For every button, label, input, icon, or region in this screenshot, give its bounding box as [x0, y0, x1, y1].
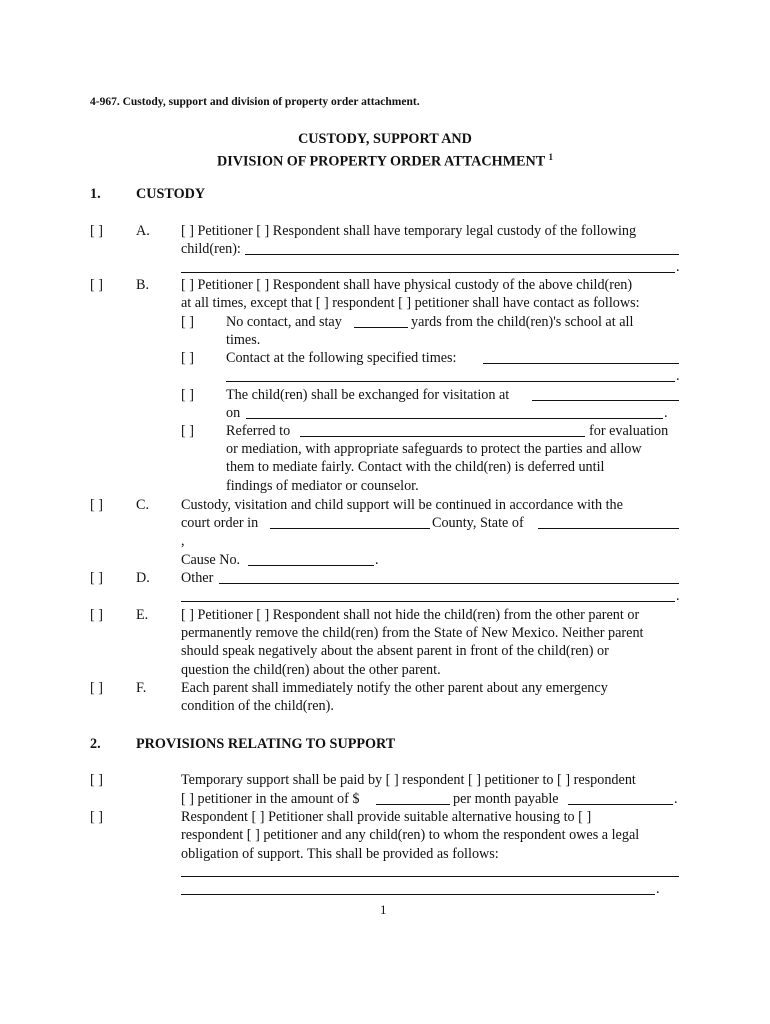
item-f-line2: condition of the child(ren).	[181, 698, 334, 714]
children-names-field-1[interactable]	[245, 254, 679, 255]
item-e-line1: [ ] Petitioner [ ] Respondent shall not hide the child(ren) from the other parent or	[181, 607, 640, 623]
item-a-end-period: .	[676, 259, 680, 275]
item-letter-b: B.	[136, 277, 150, 293]
referred-text-b: for evaluation	[589, 423, 669, 439]
item-letter-e: E.	[136, 607, 149, 623]
support-payable-field[interactable]	[568, 804, 673, 805]
item-a-line1: [ ] Petitioner [ ] Respondent shall have temporary legal custody of the following	[181, 223, 637, 239]
other-field-1[interactable]	[219, 583, 679, 584]
exchange-location-field[interactable]	[532, 400, 679, 401]
item-d-other-label: Other	[181, 570, 214, 586]
item-c-line2a: court order in	[181, 515, 259, 531]
item-c-cause-label: Cause No.	[181, 552, 241, 568]
checkbox-1b-no-contact[interactable]: [ ]	[181, 314, 194, 330]
referred-text-a: Referred to	[226, 423, 291, 439]
referred-to-field[interactable]	[300, 436, 585, 437]
section-2-heading: PROVISIONS RELATING TO SUPPORT	[136, 736, 396, 752]
item-f-line1: Each parent shall immediately notify the other parent about any emergency	[181, 680, 608, 696]
item-d-end-period: .	[676, 588, 680, 604]
item-e-line4: question the child(ren) about the other parent.	[181, 662, 441, 678]
checkbox-1c[interactable]: [ ]	[90, 497, 103, 513]
no-contact-text-c: times.	[226, 332, 261, 348]
referred-text-e: findings of mediator or counselor.	[226, 478, 419, 494]
section-1-heading: CUSTODY	[136, 186, 206, 202]
item-letter-c: C.	[136, 497, 150, 513]
referred-text-d: them to mediate fairly. Contact with the child(ren) is deferred until	[226, 459, 605, 475]
no-contact-text-a: No contact, and stay	[226, 314, 342, 330]
item-a-line2: child(ren):	[181, 241, 241, 257]
exchange-end-period: .	[664, 405, 668, 421]
housing-line2: respondent [ ] petitioner and any child(ren) to whom the respondent owes a legal	[181, 827, 640, 843]
support-end-period: .	[674, 791, 678, 807]
specified-times-field-2[interactable]	[226, 381, 675, 382]
specified-times-end-period: .	[676, 368, 680, 384]
item-b-line2: at all times, except that [ ] respondent [ ] petitioner shall have contact as follows:	[181, 295, 640, 311]
title-text: DIVISION OF PROPERTY ORDER ATTACHMENT	[217, 153, 545, 170]
no-contact-text-b: yards from the child(ren)'s school at all	[411, 314, 634, 330]
item-c-end-period: .	[375, 552, 379, 568]
page-title-line1: CUSTODY, SUPPORT AND	[298, 131, 472, 147]
housing-line3: obligation of support. This shall be provided as follows:	[181, 846, 499, 862]
support-line2a: [ ] petitioner in the amount of $	[181, 791, 360, 807]
item-letter-d: D.	[136, 570, 150, 586]
housing-provisions-field-1[interactable]	[181, 876, 679, 877]
checkbox-1b-specified-times[interactable]: [ ]	[181, 350, 194, 366]
support-line1: Temporary support shall be paid by [ ] respondent [ ] petitioner to [ ] respondent	[181, 772, 636, 788]
item-letter-a: A.	[136, 223, 150, 239]
exchange-time-field[interactable]	[246, 418, 663, 419]
title-footnote-marker: 1	[548, 152, 553, 162]
checkbox-1d[interactable]: [ ]	[90, 570, 103, 586]
children-names-field-2[interactable]	[181, 272, 675, 273]
checkbox-1e[interactable]: [ ]	[90, 607, 103, 623]
checkbox-2-support[interactable]: [ ]	[90, 772, 103, 788]
housing-provisions-field-2[interactable]	[181, 894, 655, 895]
court-order-county-field[interactable]	[270, 528, 430, 529]
section-1-number: 1.	[90, 186, 101, 202]
section-2-number: 2.	[90, 736, 101, 752]
support-amount-field[interactable]	[376, 804, 450, 805]
housing-line1: Respondent [ ] Petitioner shall provide suitable alternative housing to [ ]	[181, 809, 592, 825]
item-c-line1: Custody, visitation and child support will be continued in accordance with the	[181, 497, 623, 513]
item-e-line2: permanently remove the child(ren) from the State of New Mexico. Neither parent	[181, 625, 644, 641]
item-letter-f: F.	[136, 680, 147, 696]
item-b-line1: [ ] Petitioner [ ] Respondent shall have physical custody of the above child(ren)	[181, 277, 633, 293]
checkbox-1a[interactable]: [ ]	[90, 223, 103, 239]
referred-text-c: or mediation, with appropriate safeguards to protect the parties and allow	[226, 441, 642, 457]
item-c-comma: ,	[181, 533, 185, 549]
support-line2b: per month payable	[453, 791, 559, 807]
item-c-line2b: County, State of	[432, 515, 524, 531]
yards-field[interactable]	[354, 327, 408, 328]
court-order-state-field[interactable]	[538, 528, 679, 529]
checkbox-2-housing[interactable]: [ ]	[90, 809, 103, 825]
exchange-text-on: on	[226, 405, 241, 421]
checkbox-1b-referred[interactable]: [ ]	[181, 423, 194, 439]
housing-end-period: .	[656, 881, 660, 897]
item-e-line3: should speak negatively about the absent parent in front of the child(ren) or	[181, 643, 609, 659]
page-title-line2	[0, 148, 770, 171]
checkbox-1b[interactable]: [ ]	[90, 277, 103, 293]
exchange-text-a: The child(ren) shall be exchanged for visitation at	[226, 387, 510, 403]
checkbox-1b-exchange[interactable]: [ ]	[181, 387, 194, 403]
specified-times-field-1[interactable]	[483, 363, 679, 364]
cause-number-field[interactable]	[248, 565, 374, 566]
checkbox-1f[interactable]: [ ]	[90, 680, 103, 696]
other-field-2[interactable]	[181, 601, 675, 602]
page-number: 1	[380, 902, 387, 917]
document-header: 4-967. Custody, support and division of property order attachment.	[90, 96, 420, 108]
specified-times-text: Contact at the following specified times:	[226, 350, 457, 366]
